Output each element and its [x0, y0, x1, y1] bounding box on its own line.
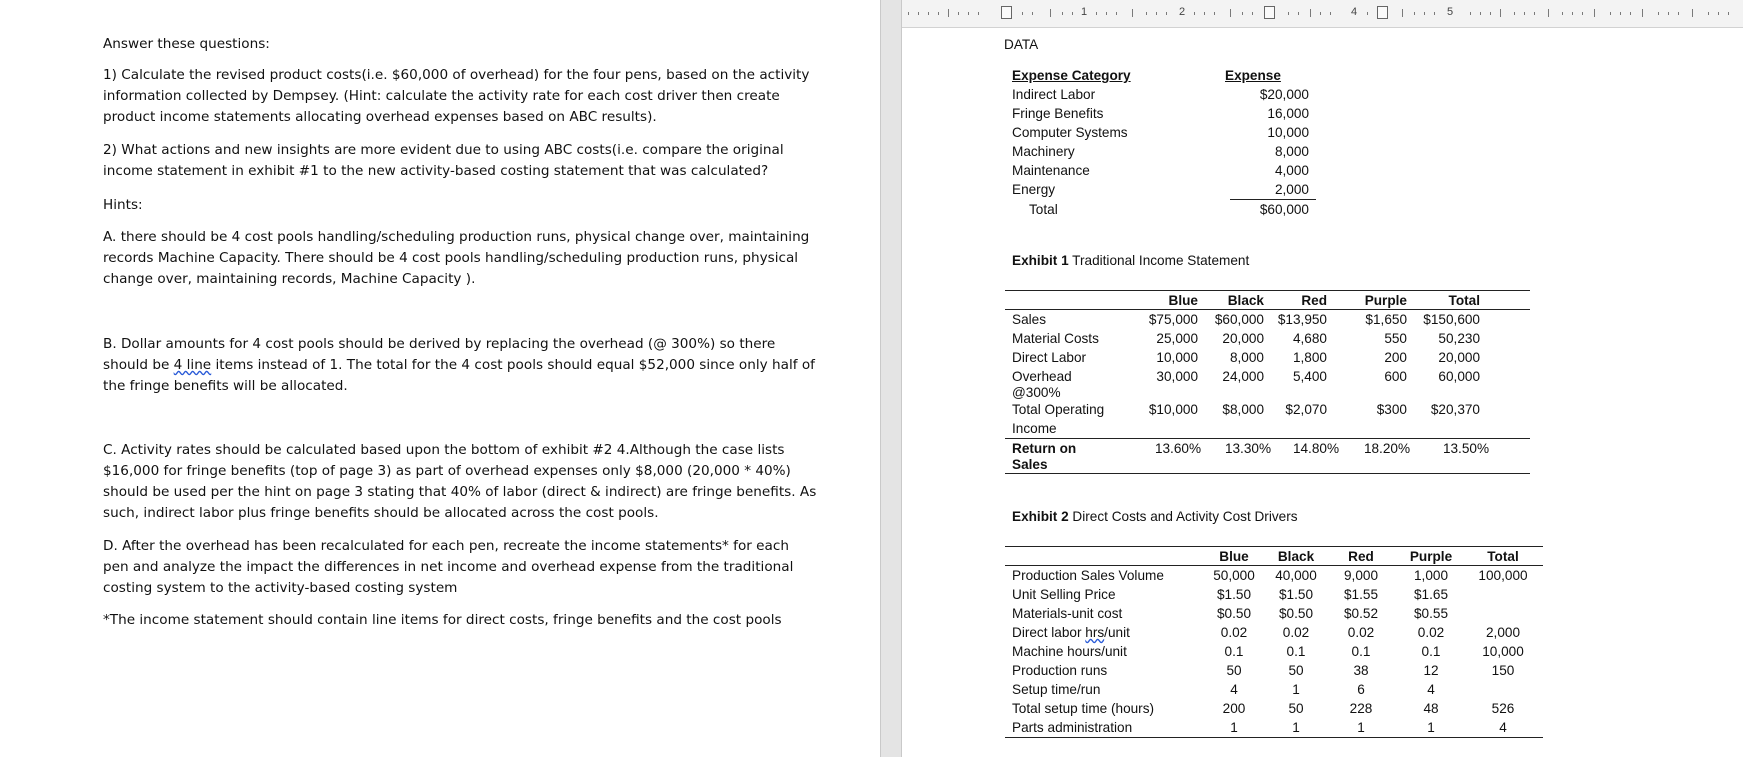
exhibit-1-cell: 18.20%: [1363, 441, 1411, 456]
hint-c-line-3: should be used per the hint on page 3 stating that 40% of labor (direct & indirect) are fringe benefits. As: [103, 484, 817, 500]
exhibit-1-cell: 550: [1384, 331, 1407, 346]
exhibit-2-cell: 0.02: [1282, 625, 1310, 640]
exhibit-1-cell: 25,000: [1156, 331, 1198, 346]
exhibit-1-top-rule: [1005, 290, 1530, 291]
exhibit-1-cell: 5,400: [1292, 369, 1327, 384]
exhibit-1-row-label: Return on: [1012, 441, 1077, 456]
exhibit-2-title: [1012, 508, 1298, 525]
expense-row-value: 4,000: [1274, 163, 1309, 178]
exhibit-2-cell: 10,000: [1482, 644, 1524, 659]
exhibit-2-header-total: Total: [1487, 549, 1519, 564]
exhibit-1-row-label: Sales: [1012, 312, 1047, 327]
direct-labor-label-post: /unit: [1104, 625, 1130, 640]
exhibit-1-return-rule: [1005, 438, 1530, 439]
ruler-label-4: 4: [1351, 6, 1358, 18]
exhibit-2-title-bold: Exhibit 2: [1012, 509, 1069, 524]
exhibit-1-cell: $13,950: [1277, 312, 1327, 327]
exhibit-1-row-label: Direct Labor: [1012, 350, 1087, 365]
ruler-label-2: 2: [1179, 6, 1186, 18]
exhibit-1-cell: 200: [1384, 350, 1407, 365]
footnote: *The income statement should contain line items for direct costs, fringe benefits and the cost pools: [103, 612, 782, 628]
hints-label: Hints:: [103, 197, 143, 213]
document-right-pane[interactable]: [902, 0, 1743, 757]
exhibit-2-cell: 50: [1288, 663, 1304, 678]
exhibit-2-cell: $1.55: [1343, 587, 1379, 602]
exhibit-2-cell: 1: [1427, 720, 1435, 735]
exhibit-1-cell: 20,000: [1438, 350, 1480, 365]
hint-d-line-1: D. After the overhead has been recalculated for each pen, recreate the income statements* for each: [103, 538, 789, 554]
first-line-indent-marker-icon[interactable]: [1001, 6, 1012, 19]
exhibit-2-bottom-rule: [1005, 737, 1543, 738]
exhibit-2-row-label: Setup time/run: [1012, 682, 1101, 697]
exhibit-2-row-label: Machine hours/unit: [1012, 644, 1127, 659]
exhibit-2-cell: 100,000: [1478, 568, 1528, 583]
exhibit-2-cell: $0.55: [1413, 606, 1449, 621]
exhibit-2-cell: 4: [1230, 682, 1238, 697]
questions-heading: Answer these questions:: [103, 36, 270, 52]
exhibit-2-row-label: Parts administration: [1012, 720, 1133, 735]
exhibit-2-cell: 6: [1357, 682, 1365, 697]
exhibit-2-cell: 50,000: [1213, 568, 1255, 583]
exhibit-1-title-rest: Traditional Income Statement: [1068, 253, 1250, 268]
exhibit-2-cell: 48: [1423, 701, 1439, 716]
hint-c-line-4: such, indirect labor plus fringe benefits should be allocated across the cost pools.: [103, 505, 659, 521]
hint-a-line-2: records Machine Capacity. There should be 4 cost pools handling/scheduling production runs, physical: [103, 250, 799, 266]
exhibit-1-cell: $10,000: [1148, 402, 1198, 417]
hint-b-line-2-pre: should be: [103, 357, 174, 373]
exhibit-1-cell: $8,000: [1222, 402, 1264, 417]
exhibit-2-title-rest: Direct Costs and Activity Cost Drivers: [1068, 509, 1298, 524]
expense-row-value: 16,000: [1267, 106, 1309, 121]
exhibit-1-cell: $60,000: [1214, 312, 1264, 327]
exhibit-2-header-black: Black: [1277, 549, 1315, 564]
hint-d-line-3: costing system to the activity-based costing system: [103, 580, 458, 596]
exhibit-1-cell: $150,600: [1423, 312, 1480, 327]
expense-row-value: $20,000: [1259, 87, 1309, 102]
data-title: DATA: [1004, 37, 1039, 52]
exhibit-2-cell: 1: [1230, 720, 1238, 735]
exhibit-1-cell: 20,000: [1222, 331, 1264, 346]
exhibit-2-cell: 4: [1427, 682, 1435, 697]
exhibit-2-row-label: Production runs: [1012, 663, 1108, 678]
hint-b-line-1: B. Dollar amounts for 4 cost pools should be derived by replacing the overhead (@ 300%) so there: [103, 336, 776, 352]
exhibit-1-row-label: Material Costs: [1012, 331, 1099, 346]
exhibit-1-bottom-rule: [1005, 473, 1530, 474]
exhibit-1-title-bold: Exhibit 1: [1012, 253, 1069, 268]
exhibit-1-cell: 1,800: [1292, 350, 1327, 365]
hint-b-line-3: the fringe benefits will be allocated.: [103, 378, 348, 394]
exhibit-2-header-red: Red: [1348, 549, 1374, 564]
expense-total-value: $60,000: [1259, 202, 1309, 217]
exhibit-2-row-label: Unit Selling Price: [1012, 587, 1116, 602]
grammar-flag-4-line[interactable]: 4 line: [173, 357, 212, 373]
exhibit-2-header-blue: Blue: [1219, 549, 1249, 564]
horizontal-ruler[interactable]: [902, 0, 1743, 28]
exhibit-2-cell: 1: [1357, 720, 1365, 735]
exhibit-1-header-rule: [1005, 309, 1530, 310]
exhibit-2-cell: 4: [1499, 720, 1507, 735]
expense-header: Expense: [1225, 68, 1281, 83]
expense-row-label: Computer Systems: [1012, 125, 1128, 140]
exhibit-2-cell: $1.50: [1216, 587, 1252, 602]
exhibit-2-top-rule: [1005, 546, 1543, 547]
exhibit-1-header-black: Black: [1227, 293, 1264, 308]
exhibit-2-row-label: [1012, 624, 1130, 641]
spelling-flag-hrs[interactable]: hrs: [1085, 625, 1105, 640]
exhibit-1-cell: 24,000: [1222, 369, 1264, 384]
ruler-label-5: 5: [1447, 6, 1454, 18]
exhibit-2-cell: 0.1: [1224, 644, 1244, 659]
exhibit-2-header-purple: Purple: [1409, 549, 1453, 564]
exhibit-2-cell: 0.1: [1351, 644, 1371, 659]
exhibit-1-row-label-2: @300%: [1012, 385, 1061, 400]
exhibit-2-cell: 38: [1353, 663, 1369, 678]
tab-stop-marker-icon[interactable]: [1264, 6, 1275, 19]
exhibit-1-header-total: Total: [1448, 293, 1480, 308]
exhibit-2-cell: $0.50: [1216, 606, 1252, 621]
column-marker-icon[interactable]: [1377, 6, 1388, 19]
expense-row-label: Indirect Labor: [1012, 87, 1096, 102]
exhibit-2-cell: 0.02: [1417, 625, 1445, 640]
exhibit-1-cell: 13.60%: [1154, 441, 1202, 456]
exhibit-2-row-label: Total setup time (hours): [1012, 701, 1155, 716]
exhibit-2-cell: $1.65: [1413, 587, 1449, 602]
question-1-line-3: product income statements allocating overhead expenses based on ABC results).: [103, 109, 657, 125]
exhibit-1-cell: 13.30%: [1224, 441, 1272, 456]
exhibit-2-cell: 50: [1226, 663, 1242, 678]
exhibit-1-cell: $75,000: [1148, 312, 1198, 327]
exhibit-1-row-label-2: Income: [1012, 421, 1057, 436]
question-1-line-2: information collected by Dempsey. (Hint: calculate the activity rate for each cost driver then create: [103, 88, 780, 104]
exhibit-1-cell: $1,650: [1365, 312, 1407, 327]
hint-c-line-2: $16,000 for fringe benefits (top of page 3) as part of overhead expenses only $8,000 (20,000 * 40%): [103, 463, 791, 479]
exhibit-2-header-rule: [1005, 565, 1543, 566]
exhibit-1-header-purple: Purple: [1364, 293, 1407, 308]
exhibit-1-row-label: Total Operating: [1012, 402, 1105, 417]
exhibit-2-cell: 200: [1222, 701, 1246, 716]
exhibit-2-cell: 1: [1292, 682, 1300, 697]
exhibit-2-cell: 50: [1288, 701, 1304, 716]
exhibit-2-cell: 526: [1491, 701, 1515, 716]
direct-labor-label-pre: Direct labor: [1012, 625, 1086, 640]
expense-row-label: Energy: [1012, 182, 1056, 197]
exhibit-2-cell: $0.52: [1343, 606, 1379, 621]
exhibit-1-cell: 600: [1384, 369, 1407, 384]
hint-c-line-1: C. Activity rates should be calculated based upon the bottom of exhibit #2 4.Although the case lists: [103, 442, 785, 458]
exhibit-2-cell: 1: [1292, 720, 1300, 735]
exhibit-1-row-label: Overhead: [1012, 369, 1072, 384]
exhibit-1-cell: 4,680: [1292, 331, 1327, 346]
exhibit-1-cell: $20,370: [1430, 402, 1480, 417]
exhibit-2-cell: 0.02: [1347, 625, 1375, 640]
exhibit-1-cell: 30,000: [1156, 369, 1198, 384]
hint-b-line-2-post: items instead of 1. The total for the 4 cost pools should equal $52,000 since only half of: [211, 357, 815, 373]
exhibit-1-cell: 13.50%: [1442, 441, 1490, 456]
hint-b-line-2: [103, 355, 815, 376]
pane-divider[interactable]: [880, 0, 902, 757]
expense-row-label: Maintenance: [1012, 163, 1090, 178]
exhibit-1-cell: 60,000: [1438, 369, 1480, 384]
exhibit-2-cell: 1,000: [1413, 568, 1449, 583]
exhibit-2-cell: 0.1: [1421, 644, 1441, 659]
hint-a-line-3: change over, maintaining records, Machine Capacity ).: [103, 271, 476, 287]
exhibit-2-cell: 0.1: [1286, 644, 1306, 659]
exhibit-1-cell: 8,000: [1229, 350, 1264, 365]
exhibit-2-cell: 12: [1423, 663, 1439, 678]
exhibit-2-cell: 228: [1349, 701, 1373, 716]
exhibit-2-cell: 0.02: [1220, 625, 1248, 640]
exhibit-2-row-label: Materials-unit cost: [1012, 606, 1123, 621]
expense-total-label: Total: [1029, 202, 1058, 217]
exhibit-1-cell: 50,230: [1438, 331, 1480, 346]
expense-category-header: Expense Category: [1012, 68, 1131, 83]
exhibit-2-cell: 2,000: [1485, 625, 1521, 640]
question-2-line-1: 2) What actions and new insights are more evident due to using ABC costs(i.e. compare the original: [103, 142, 784, 158]
exhibit-1-header-blue: Blue: [1168, 293, 1198, 308]
exhibit-2-cell: 40,000: [1275, 568, 1317, 583]
expense-row-label: Fringe Benefits: [1012, 106, 1104, 121]
exhibit-1-cell: $2,070: [1285, 402, 1327, 417]
exhibit-1-cell: 10,000: [1156, 350, 1198, 365]
exhibit-2-cell: 150: [1491, 663, 1515, 678]
exhibit-1-row-label-2: Sales: [1012, 457, 1048, 472]
expense-row-value: 2,000: [1274, 182, 1309, 197]
exhibit-2-cell: $1.50: [1278, 587, 1314, 602]
exhibit-2-cell: 9,000: [1343, 568, 1379, 583]
hint-a-line-1: A. there should be 4 cost pools handling/scheduling production runs, physical change over, maintaining: [103, 229, 810, 245]
expense-row-label: Machinery: [1012, 144, 1075, 159]
expense-row-value: 10,000: [1267, 125, 1309, 140]
exhibit-2-cell: $0.50: [1278, 606, 1314, 621]
exhibit-2-row-label: Production Sales Volume: [1012, 568, 1164, 583]
exhibit-1-cell: $300: [1376, 402, 1407, 417]
ruler-label-1: 1: [1081, 6, 1088, 18]
total-rule: [1230, 199, 1316, 200]
exhibit-1-cell: 14.80%: [1292, 441, 1340, 456]
question-1-line-1: 1) Calculate the revised product costs(i.e. $60,000 of overhead) for the four pens, based on the activity: [103, 67, 810, 83]
expense-row-value: 8,000: [1274, 144, 1309, 159]
exhibit-1-title: [1012, 252, 1249, 269]
hint-d-line-2: pen and analyze the impact the differences in net income and overhead expense from the traditional: [103, 559, 794, 575]
exhibit-1-header-red: Red: [1301, 293, 1327, 308]
question-2-line-2: income statement in exhibit #1 to the new activity-based costing statement that was calculated?: [103, 163, 769, 179]
